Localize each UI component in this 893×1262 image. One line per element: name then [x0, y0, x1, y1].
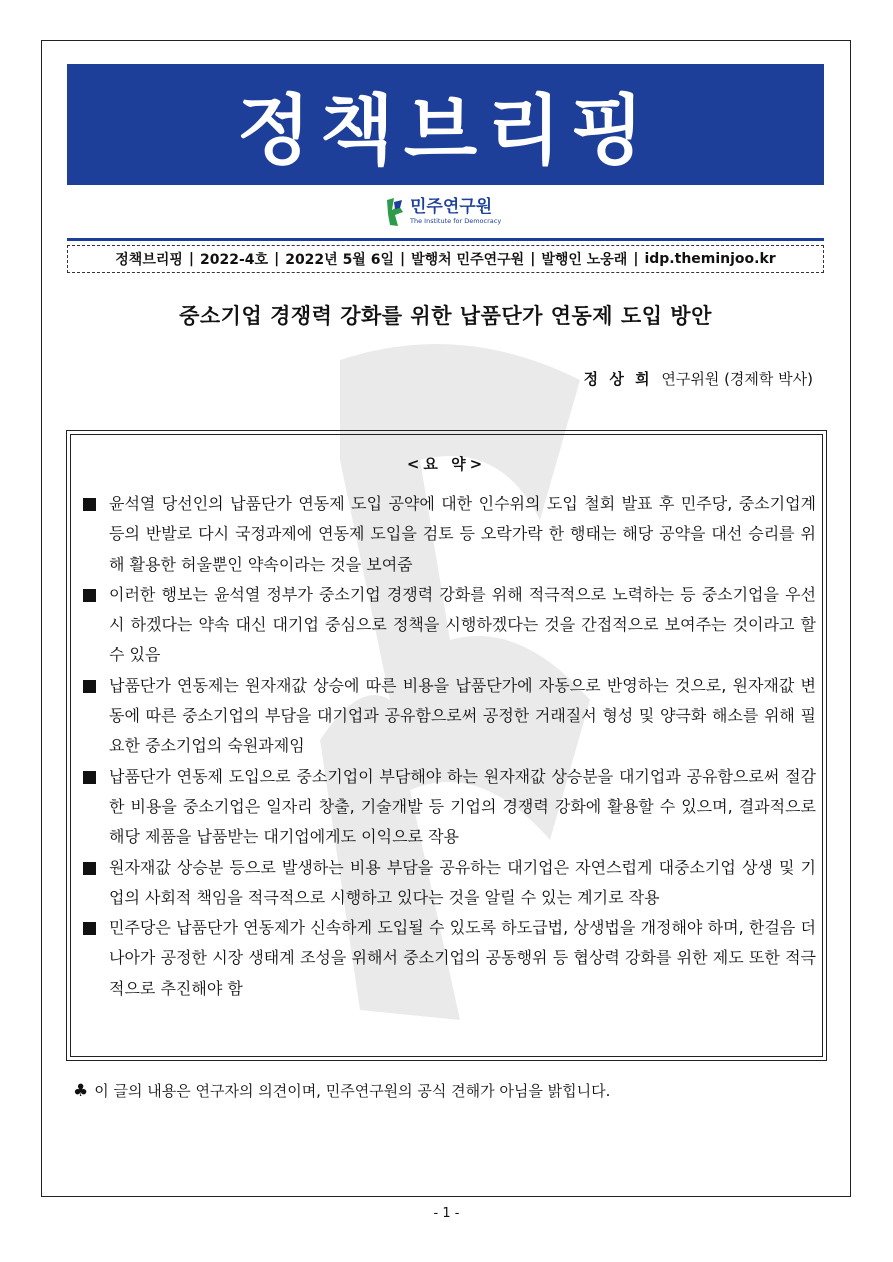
- summary-item-text: 납품단가 연동제 도입으로 중소기업이 부담해야 하는 원자재값 상승분을 대기업과 공유함으로써 절감한 비용을 중소기업은 일자리 창출, 기술개발 등 기업의 경쟁력 강화에 활용할 수 있으며, 결과적으로 해당 제품을 납품받는 대기업에게도 이익으로 작용: [109, 766, 816, 847]
- summary-item: [79, 580, 816, 671]
- header-rule: [67, 238, 824, 241]
- disclaimer-note: [73, 1080, 610, 1101]
- meta-separator: |: [633, 251, 639, 267]
- summary-item-text: 윤석열 당선인의 납품단가 연동제 도입 공약에 대한 인수위의 도입 철회 발표 후 민주당, 중소기업계 등의 반발로 다시 국정과제에 연동제 도입을 검토 등 오락가락 한 행태는 해당 공약을 대선 승리를 위해 활용한 허울뿐인 약속이라는 것을 보여줌: [109, 494, 816, 574]
- summary-inner-border: [70, 434, 823, 1057]
- page-number: - 1 -: [433, 1206, 460, 1221]
- summary-list: [79, 489, 816, 1004]
- meta-date: 2022년 5월 6일: [285, 252, 394, 268]
- logo-mark-icon: [384, 196, 406, 228]
- institute-logo: [384, 192, 501, 232]
- square-bullet-icon: [83, 862, 96, 875]
- summary-box: [66, 430, 827, 1061]
- club-icon: ♣: [73, 1081, 89, 1101]
- square-bullet-icon: [83, 922, 96, 935]
- logo-name-kr: 민주연구원: [410, 197, 493, 218]
- logo-text: [410, 199, 501, 225]
- author-role: 연구위원 (경제학 박사): [661, 370, 813, 388]
- meta-publisher: 발행처 민주연구원: [411, 252, 525, 268]
- square-bullet-icon: [83, 680, 96, 693]
- summary-item-text: 납품단가 연동제는 원자재값 상승에 따른 비용을 납품단가에 자동으로 반영하는 것으로, 원자재값 변동에 따른 중소기업의 부담을 대기업과 공유함으로써 공정한 거래질서 형성 및 양극화 해소를 위해 필요한 중소기업의 숙원과제임: [109, 675, 816, 756]
- logo-name-en: The Institute for Democracy: [410, 217, 502, 226]
- meta-separator: |: [188, 251, 195, 267]
- summary-item-text: 이러한 행보는 윤석열 정부가 중소기업 경쟁력 강화를 위해 적극적으로 노력하는 등 중소기업을 우선시 하겠다는 약속 대신 대기업 중심으로 정책을 시행하겠다는 것을 간접적으로 보여주는 것이라고 할 수 있음: [109, 584, 816, 665]
- meta-issuer: 발행인 노웅래: [541, 252, 628, 268]
- summary-item: [79, 853, 816, 914]
- header-banner: [67, 64, 824, 185]
- meta-separator: |: [274, 251, 280, 267]
- publication-meta: [67, 245, 824, 273]
- disclaimer-text: 이 글의 내용은 연구자의 의견이며, 민주연구원의 공식 견해가 아님을 밝힙니다.: [94, 1082, 611, 1100]
- summary-item: [79, 762, 816, 853]
- author-line: [584, 368, 813, 389]
- banner-title: 정책브리핑: [236, 86, 655, 175]
- square-bullet-icon: [83, 498, 96, 511]
- square-bullet-icon: [83, 771, 96, 784]
- meta-separator: |: [399, 251, 406, 267]
- summary-item: [79, 489, 816, 580]
- summary-item: [79, 913, 816, 1004]
- square-bullet-icon: [83, 589, 96, 602]
- summary-item-text: 민주당은 납품단가 연동제가 신속하게 도입될 수 있도록 하도급법, 상생법을 개정해야 하며, 한걸음 더 나아가 공정한 시장 생태계 조성을 위해서 중소기업의 공동행위 등 협상력 강화를 위한 제도 또한 적극적으로 추진해야 함: [109, 918, 816, 998]
- meta-separator: |: [530, 251, 536, 267]
- summary-item-text: 원자재값 상승분 등으로 발생하는 비용 부담을 공유하는 대기업은 자연스럽게 대중소기업 상생 및 기업의 사회적 책임을 적극적으로 시행하고 있다는 것을 알릴 수 있는 계기로 작용: [109, 857, 816, 907]
- meta-website: idp.theminjoo.kr: [644, 251, 776, 267]
- summary-item: [79, 671, 816, 762]
- author-name: 정 상 희: [583, 370, 653, 388]
- meta-series: 정책브리핑: [115, 252, 183, 268]
- document-title: 중소기업 경쟁력 강화를 위한 납품단가 연동제 도입 방안: [179, 304, 712, 328]
- meta-issue: 2022-4호: [200, 252, 269, 268]
- summary-heading: <요 약>: [406, 455, 487, 473]
